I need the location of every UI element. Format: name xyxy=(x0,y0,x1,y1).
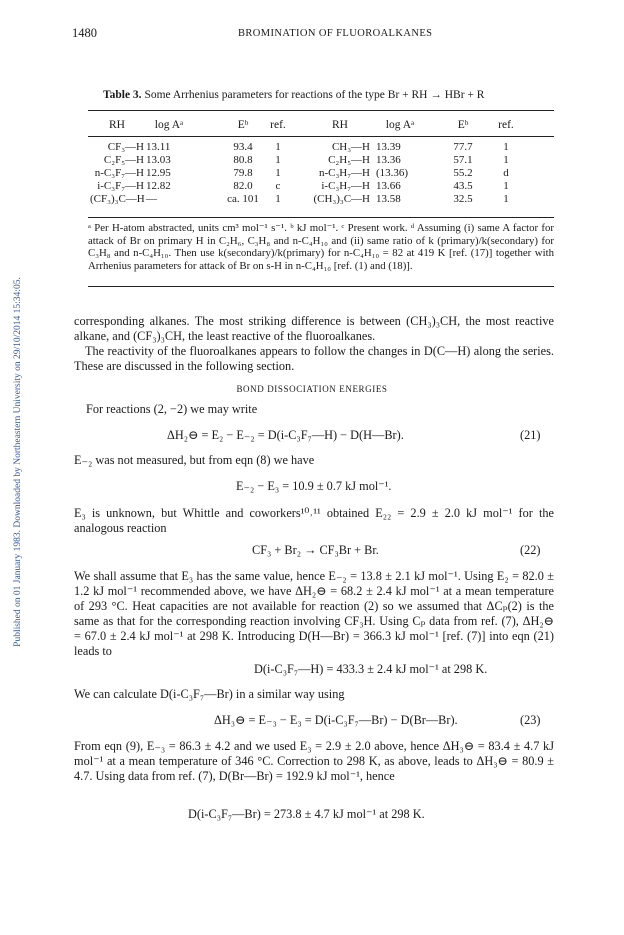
table-cell-rh-right: (CH₃)₃C—H xyxy=(313,193,370,205)
download-watermark: Published on 01 January 1983. Downloaded by Northeastern University on 29/10/2014 15:34:05. xyxy=(13,277,23,647)
paragraph-1 xyxy=(74,314,554,344)
table-cell-rh-right: CH₃—H xyxy=(331,141,370,153)
table-cell-ref-right: 1 xyxy=(503,180,509,192)
paragraph-5-text: From eqn (9), E₋₃ = 86.3 ± 4.2 and we used E₃ = 2.9 ± 2.0 above, hence ΔH₃⊖ = 83.4 ± 4.7 kJ mol⁻¹ at a mean temperature of 346 °C. Correction to 298 K, as above, leads to ΔH₃⊖ = 80.9 ± 4.7. Using data from ref. (7), D(Br—Br) = 192.9 kJ mol⁻¹, hence xyxy=(74,739,554,783)
equation-22-number: (22) xyxy=(520,543,541,557)
table-cell-e-right: 77.7 xyxy=(453,141,473,153)
table-cell-e-left: 79.8 xyxy=(233,167,253,179)
table-caption xyxy=(103,89,484,101)
section-heading: BOND DISSOCIATION ENERGIES xyxy=(236,384,388,394)
footnote-bottom-rule xyxy=(88,286,554,287)
table-cell-rh-left: CF₃—H xyxy=(107,141,144,153)
table-cell-log-a-right: 13.39 xyxy=(376,141,401,153)
paragraph-4 xyxy=(74,569,554,659)
table-cell-e-right: 57.1 xyxy=(453,154,473,166)
equation-21: ΔH₂⊖ = E₂ − E₋₂ = D(i-C₃F₇—H) − D(H—Br). xyxy=(167,428,404,442)
table-cell-log-a-left: 12.82 xyxy=(146,180,171,192)
table-cell-log-a-right: 13.58 xyxy=(376,193,401,205)
table-cell-ref-left: c xyxy=(275,180,281,192)
table-cell-ref-left: 1 xyxy=(275,154,281,166)
table-footnote-text: ᵃ Per H-atom abstracted, units cm³ mol⁻¹ s⁻¹. ᵇ kJ mol⁻¹. ᶜ Present work. ᵈ Assuming (i) same A factor for attack of Br on primary H in C₂H₆, C₃H₈ and n-C₄H₁₀ and (ii) same ratio of k (primary)/k(secondary) for C₃H₈ and n-C₄H₁₀. Then use k(secondary)/k(primary) for n-C₄H₁₀ = 82 at 419 K [ref. (17)] together with Arrhenius parameters for attack of Br on s-H in n-C₄H₁₀ [ref. (1) and (18)]. xyxy=(88,222,554,272)
paragraph-2-text: The reactivity of the fluoroalkanes appears to follow the changes in D(C—H) along the series. These are discussed in the following section. xyxy=(74,344,554,373)
equation-23: ΔH₃⊖ = E₋₃ − E₃ = D(i-C₃F₇—Br) − D(Br—Br). xyxy=(214,713,458,727)
equation-23-number: (23) xyxy=(520,713,541,727)
table-header-rule xyxy=(88,136,554,137)
table-cell-log-a-left: 13.03 xyxy=(146,154,171,166)
equation-22: CF₃ + Br₂ → CF₃Br + Br. xyxy=(252,543,379,557)
table-cell-ref-left: 1 xyxy=(275,167,281,179)
column-header-rh-left: RH xyxy=(109,119,125,131)
table-cell-rh-right: i-C₃H₇—H xyxy=(321,180,370,192)
paragraph-5 xyxy=(74,739,554,784)
column-header-e-right: Eᵇ xyxy=(457,119,469,131)
table-cell-rh-left: n-C₃F₇—H xyxy=(94,167,144,179)
reactions-intro: For reactions (2, −2) we may write xyxy=(86,402,258,416)
text-we-can-calculate: We can calculate D(i-C₃F₇—Br) in a similar way using xyxy=(74,687,345,701)
paragraph-4-text: We shall assume that E₃ has the same value, hence E₋₂ = 13.8 ± 2.1 kJ mol⁻¹. Using E₂ = 82.0 ± 1.2 kJ mol⁻¹ recommended above, we have ΔH₂⊖ = 68.2 ± 2.4 kJ mol⁻¹ at a mean temperature of 293 °C. Heat capacities are not available for reaction (2) so we assumed that ΔCₚ(2) is the same as that for the corresponding reaction involving CF₃H. Using Cₚ data from ref. (7), ΔH₂⊖ = 67.0 ± 2.4 kJ mol⁻¹ at 298 K. Introducing D(H—Br) = 366.3 kJ mol⁻¹ [ref. (7)] into eqn (21) leads to xyxy=(74,569,554,658)
table-cell-e-left: 93.4 xyxy=(233,141,253,153)
column-header-e-left: Eᵇ xyxy=(237,119,249,131)
table-cell-e-left: ca. 101 xyxy=(227,193,259,205)
table-cell-e-left: 82.0 xyxy=(233,180,253,192)
text-e-2-not-measured: E₋₂ was not measured, but from eqn (8) we have xyxy=(74,453,315,467)
table-cell-ref-left: 1 xyxy=(275,141,281,153)
table-cell-rh-left: (CF₃)₃C—H xyxy=(90,193,145,205)
table-cell-log-a-left: 12.95 xyxy=(146,167,171,179)
equation-unnumbered-3: D(i-C₃F₇—Br) = 273.8 ± 4.7 kJ mol⁻¹ at 298 K. xyxy=(188,807,425,821)
paragraph-3-text: E₃ is unknown, but Whittle and coworkers¹⁰˒¹¹ obtained E₂₂ = 2.9 ± 2.0 kJ mol⁻¹ for the analogous reaction xyxy=(74,506,554,535)
table-cell-log-a-left: 13.11 xyxy=(146,141,171,153)
table-cell-ref-right: 1 xyxy=(503,193,509,205)
page-number: 1480 xyxy=(72,26,97,40)
running-title: BROMINATION OF FLUOROALKANES xyxy=(238,28,433,39)
table-footnotes xyxy=(88,222,554,272)
table-cell-e-right: 43.5 xyxy=(453,180,473,192)
paragraph-3 xyxy=(74,506,554,536)
column-header-ref-right: ref. xyxy=(498,119,514,131)
paragraph-2 xyxy=(74,344,554,374)
column-header-ref-left: ref. xyxy=(270,119,286,131)
equation-unnumbered-2: D(i-C₃F₇—H) = 433.3 ± 2.4 kJ mol⁻¹ at 298 K. xyxy=(254,662,488,676)
table-cell-log-a-right: 13.66 xyxy=(376,180,401,192)
table-cell-ref-left: 1 xyxy=(275,193,281,205)
table-caption-text: Some Arrhenius parameters for reactions of the type Br + RH → HBr + R xyxy=(144,89,485,101)
table-cell-ref-right: 1 xyxy=(503,141,509,153)
table-cell-e-left: 80.8 xyxy=(233,154,253,166)
table-cell-rh-left: i-C₃F₇—H xyxy=(97,180,144,192)
table-cell-log-a-right: 13.36 xyxy=(376,154,401,166)
table-cell-rh-right: C₂H₅—H xyxy=(328,154,370,166)
table-cell-e-right: 32.5 xyxy=(453,193,473,205)
table-cell-e-right: 55.2 xyxy=(453,167,473,179)
table-cell-log-a-right: (13.36) xyxy=(376,167,409,179)
table-cell-rh-left: C₂F₅—H xyxy=(103,154,144,166)
column-header-log-a-left: log Aᵃ xyxy=(154,119,184,131)
equation-unnumbered-1: E₋₂ − E₃ = 10.9 ± 0.7 kJ mol⁻¹. xyxy=(236,479,392,493)
table-cell-ref-right: d xyxy=(503,167,509,179)
column-header-rh-right: RH xyxy=(332,119,348,131)
column-header-log-a-right: log Aᵃ xyxy=(385,119,415,131)
paragraph-1-text: corresponding alkanes. The most striking difference is between (CH₃)₃CH, the most reactive alkane, and (CF₃)₃CH, the least reactive of the fluoroalkanes. xyxy=(74,314,554,343)
table-bottom-rule xyxy=(88,217,554,218)
table-top-rule xyxy=(88,110,554,111)
table-cell-log-a-left: — xyxy=(146,193,157,205)
table-cell-rh-right: n-C₃H₇—H xyxy=(318,167,370,179)
table-cell-ref-right: 1 xyxy=(503,154,509,166)
table-label: Table 3. xyxy=(103,89,142,101)
equation-21-number: (21) xyxy=(520,428,541,442)
